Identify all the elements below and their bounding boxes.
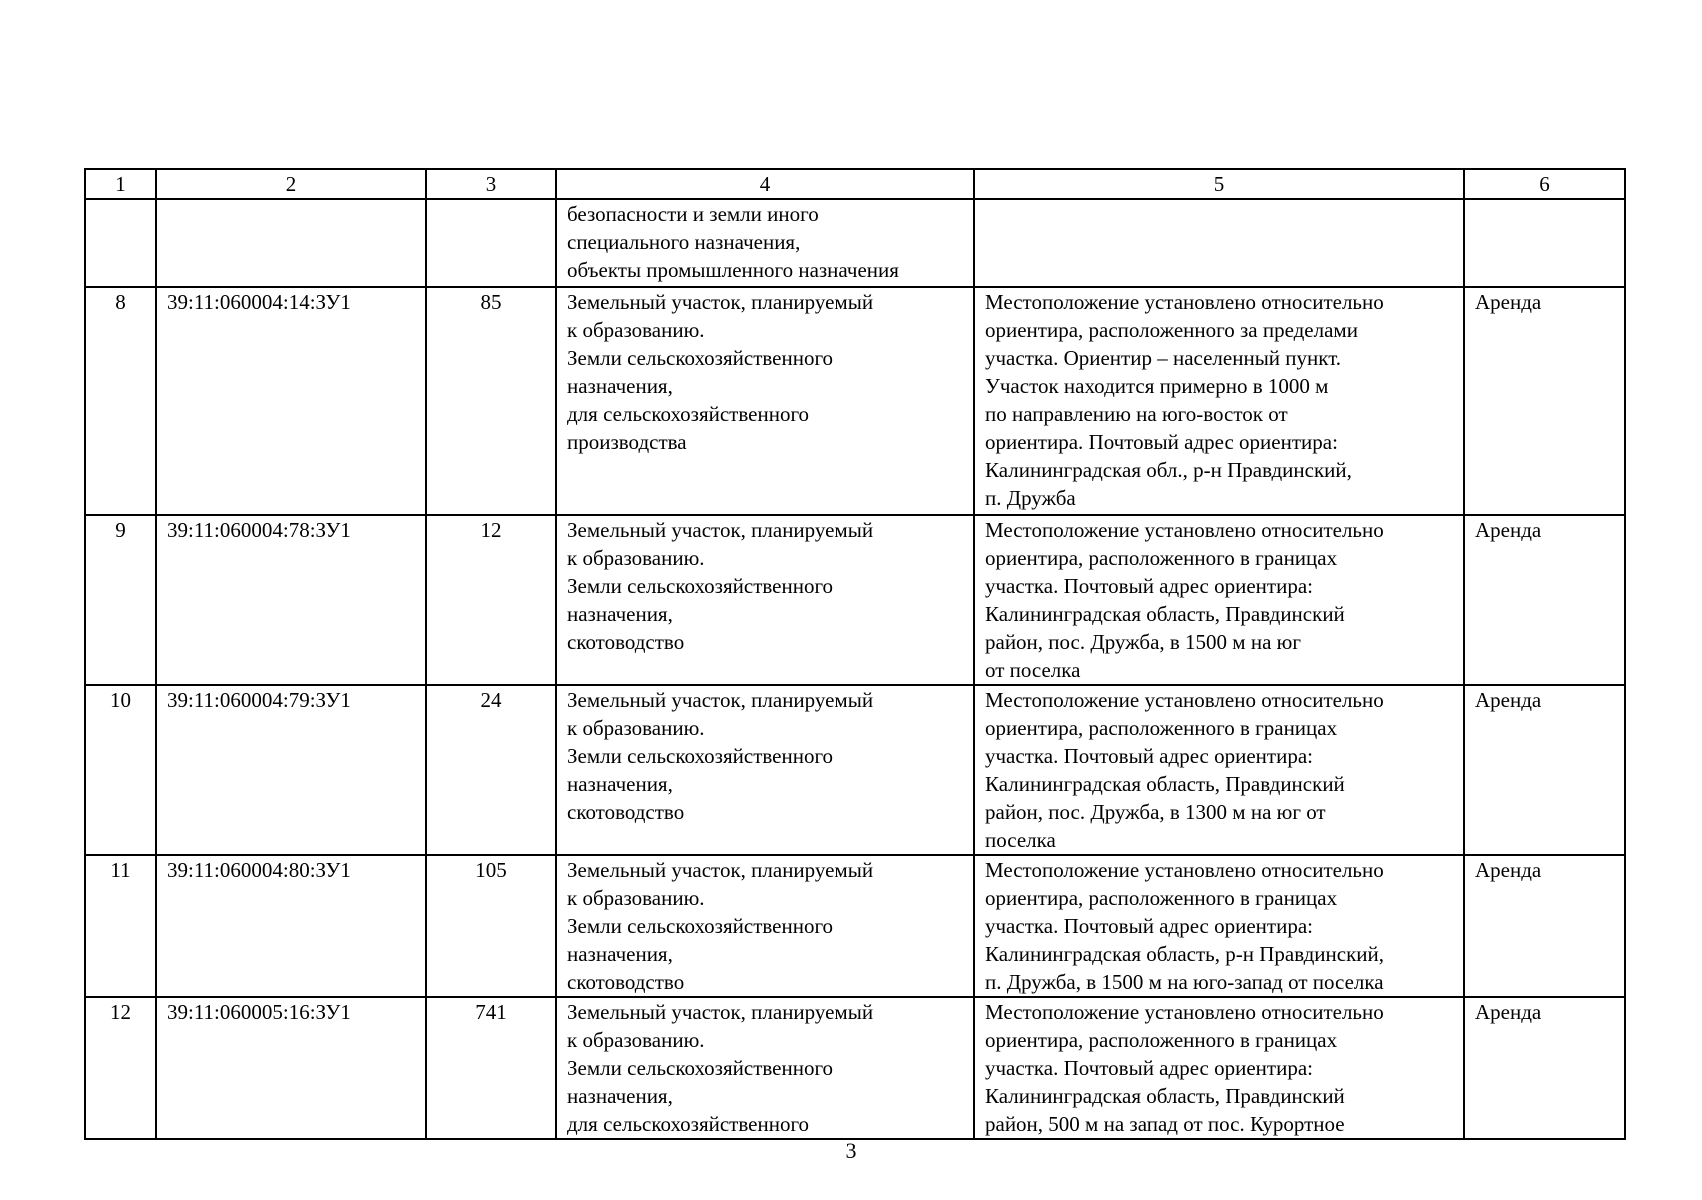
column-number-header-row bbox=[85, 169, 1625, 199]
continuation-cell-1 bbox=[85, 199, 156, 287]
continuation-cell-5 bbox=[974, 199, 1464, 287]
continuation-cell-3 bbox=[426, 199, 556, 287]
row-number-cell: 12 bbox=[85, 997, 156, 1139]
land-plots-table bbox=[84, 168, 1626, 1140]
right-type-cell: Аренда bbox=[1464, 515, 1625, 685]
table-row bbox=[85, 287, 1625, 515]
description-cell: Земельный участок, планируемый к образованию. Земли сельскохозяйственного назначения, для сельскохозяйственного производства bbox=[556, 287, 974, 515]
page-number: 3 bbox=[845, 1138, 857, 1163]
location-cell: Местоположение установлено относительно ориентира, расположенного в границах участка. Почтовый адрес ориентира: Калининградская область, Правдинский район, пос. Дружба, в 1500 м на юг от поселка bbox=[974, 515, 1464, 685]
table-row bbox=[85, 685, 1625, 855]
table-row bbox=[85, 997, 1625, 1139]
location-cell: Местоположение установлено относительно ориентира, расположенного в границах участка. Почтовый адрес ориентира: Калининградская область, Правдинский район, пос. Дружба, в 1300 м на юг от поселка bbox=[974, 685, 1464, 855]
cadastral-number-cell: 39:11:060005:16:ЗУ1 bbox=[156, 997, 426, 1139]
column-header-4: 4 bbox=[556, 169, 974, 199]
table-row bbox=[85, 855, 1625, 997]
location-cell: Местоположение установлено относительно ориентира, расположенного в границах участка. Почтовый адрес ориентира: Калининградская область, р-н Правдинский, п. Дружба, в 1500 м на юго-запад от поселка bbox=[974, 855, 1464, 997]
cadastral-number-cell: 39:11:060004:14:ЗУ1 bbox=[156, 287, 426, 515]
area-cell: 105 bbox=[426, 855, 556, 997]
row-number-cell: 11 bbox=[85, 855, 156, 997]
continuation-cell-6 bbox=[1464, 199, 1625, 287]
cadastral-number-cell: 39:11:060004:78:ЗУ1 bbox=[156, 515, 426, 685]
cadastral-number-cell: 39:11:060004:80:ЗУ1 bbox=[156, 855, 426, 997]
continuation-cell-2 bbox=[156, 199, 426, 287]
area-cell: 12 bbox=[426, 515, 556, 685]
right-type-cell: Аренда bbox=[1464, 685, 1625, 855]
cadastral-number-cell: 39:11:060004:79:ЗУ1 bbox=[156, 685, 426, 855]
right-type-cell: Аренда bbox=[1464, 997, 1625, 1139]
location-cell: Местоположение установлено относительно ориентира, расположенного в границах участка. Почтовый адрес ориентира: Калининградская область, Правдинский район, 500 м на запад от пос. Курортное bbox=[974, 997, 1464, 1139]
description-cell: Земельный участок, планируемый к образованию. Земли сельскохозяйственного назначения, скотоводство bbox=[556, 685, 974, 855]
row-number-cell: 9 bbox=[85, 515, 156, 685]
area-cell: 741 bbox=[426, 997, 556, 1139]
right-type-cell: Аренда bbox=[1464, 287, 1625, 515]
continuation-row bbox=[85, 199, 1625, 287]
description-cell: Земельный участок, планируемый к образованию. Земли сельскохозяйственного назначения, скотоводство bbox=[556, 515, 974, 685]
column-header-3: 3 bbox=[426, 169, 556, 199]
description-cell: Земельный участок, планируемый к образованию. Земли сельскохозяйственного назначения, для сельскохозяйственного bbox=[556, 997, 974, 1139]
description-cell: Земельный участок, планируемый к образованию. Земли сельскохозяйственного назначения, скотоводство bbox=[556, 855, 974, 997]
location-cell: Местоположение установлено относительно ориентира, расположенного за пределами участка. Ориентир – населенный пункт. Участок находится примерно в 1000 м по направлению на юго-восток от ориентира. Почтовый адрес ориентира: Калининградская обл., р-н Правдинский, п. Дружба bbox=[974, 287, 1464, 515]
column-header-6: 6 bbox=[1464, 169, 1625, 199]
table-row bbox=[85, 515, 1625, 685]
row-number-cell: 10 bbox=[85, 685, 156, 855]
area-cell: 24 bbox=[426, 685, 556, 855]
right-type-cell: Аренда bbox=[1464, 855, 1625, 997]
column-header-5: 5 bbox=[974, 169, 1464, 199]
row-number-cell: 8 bbox=[85, 287, 156, 515]
column-header-1: 1 bbox=[85, 169, 156, 199]
area-cell: 85 bbox=[426, 287, 556, 515]
column-header-2: 2 bbox=[156, 169, 426, 199]
continuation-description-cell: безопасности и земли иного специального назначения, объекты промышленного назначения bbox=[556, 199, 974, 287]
